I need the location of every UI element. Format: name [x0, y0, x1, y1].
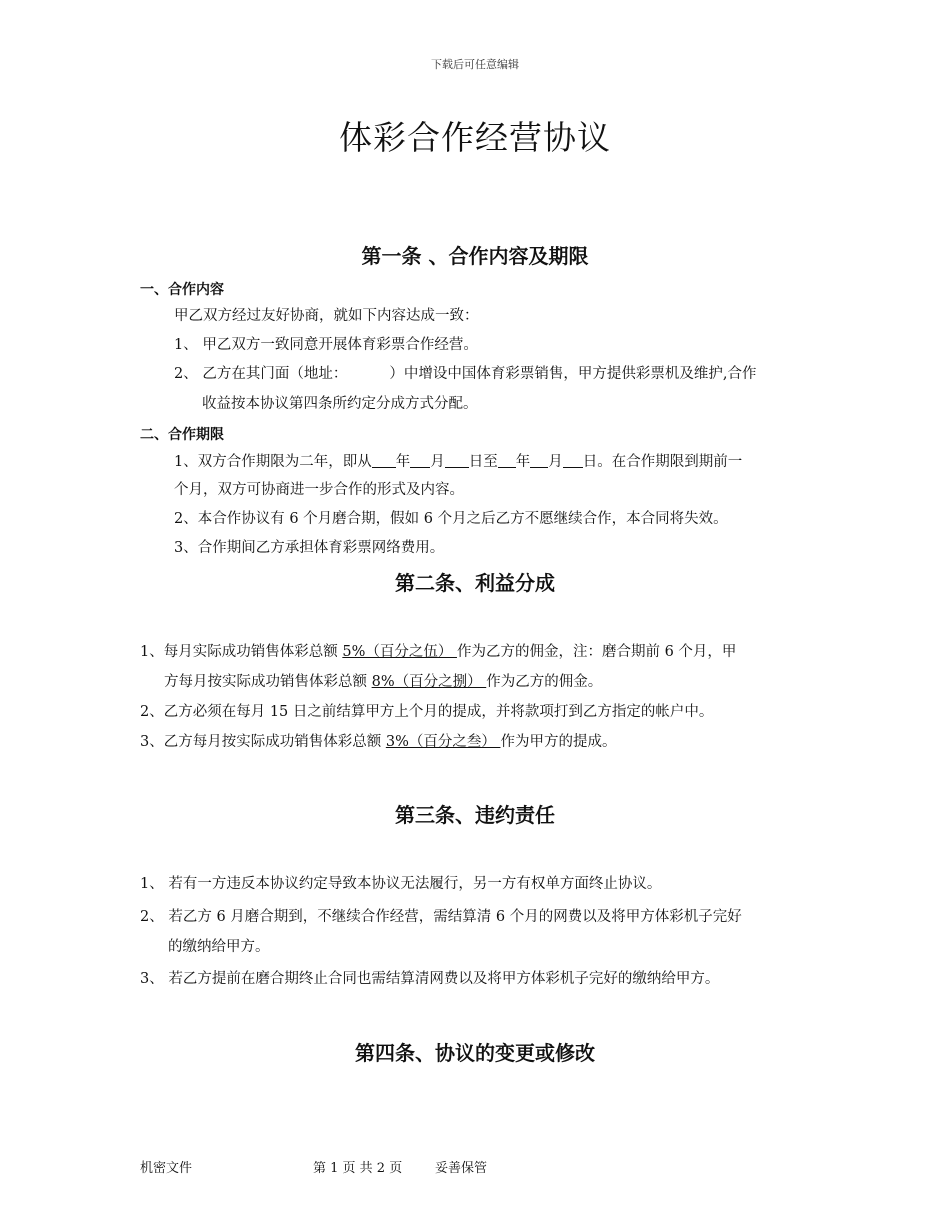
profit-item-1-text-c: 方每月按实际成功销售体彩总额: [164, 674, 372, 690]
commission-rate-3: 3%（百分之叁）: [385, 734, 501, 750]
footer-page-number: 第 1 页 共 2 页: [313, 1161, 403, 1176]
term-item-1-text: 1、双方合作期限为二年，即从: [174, 454, 372, 470]
commission-rate-8: 8%（百分之捌）: [371, 674, 487, 690]
blank-day-start[interactable]: [445, 453, 469, 468]
label-month: 月: [430, 454, 445, 470]
term-item-2: 2、本合作协议有 6 个月磨合期，假如 6 个月之后乙方不愿继续合作，本合同将失效。: [174, 511, 728, 527]
label-year-end: 年: [515, 454, 531, 470]
profit-item-1: [140, 642, 736, 662]
term-item-1-tail: 日。在合作期限到期前一: [582, 454, 743, 470]
content-item-2-continued: 收益按本协议第四条所约定分成方式分配。: [202, 396, 478, 412]
content-item-2: [174, 364, 756, 384]
profit-item-1-text-a: 1、每月实际成功销售体彩总额: [140, 644, 343, 660]
article-1-title: 第一条 、合作内容及期限: [361, 244, 589, 268]
document-title: 体彩合作经营协议: [339, 118, 611, 157]
article-3-title: 第三条、违约责任: [395, 803, 555, 827]
section-cooperation-term-title: 二、合作期限: [140, 427, 224, 443]
blank-month-end[interactable]: [530, 453, 548, 468]
content-item-2-part-a: 2、 乙方在其门面（地址：: [174, 366, 348, 382]
content-item-1: 1、 甲乙双方一致同意开展体育彩票合作经营。: [174, 337, 478, 353]
liability-item-2-continued: 的缴纳给甲方。: [168, 939, 270, 955]
blank-month-start[interactable]: [410, 453, 430, 468]
label-year: 年: [395, 454, 411, 470]
header-note: 下载后可任意编辑: [431, 58, 519, 71]
liability-item-2: 2、 若乙方 6 月磨合期到，不继续合作经营，需结算清 6 个月的网费以及将甲方体彩机子完好: [140, 909, 742, 925]
commission-rate-5: 5%（百分之伍）: [342, 644, 457, 660]
liability-item-1: 1、 若有一方违反本协议约定导致本协议无法履行，另一方有权单方面终止协议。: [140, 876, 662, 892]
blank-day-end[interactable]: [563, 453, 583, 468]
profit-item-1-continued: [164, 672, 602, 692]
article-4-title: 第四条、协议的变更或修改: [355, 1041, 595, 1065]
section-cooperation-content-title: 一、合作内容: [140, 282, 224, 298]
profit-item-3-text-b: 作为甲方的提成。: [500, 734, 617, 750]
term-item-3: 3、合作期间乙方承担体育彩票网络费用。: [174, 540, 445, 556]
article-2-title: 第二条、利益分成: [395, 571, 555, 595]
blank-year-end[interactable]: [498, 453, 516, 468]
footer-confidential: 机密文件: [140, 1161, 193, 1176]
profit-item-3-text-a: 3、乙方每月按实际成功销售体彩总额: [140, 734, 386, 750]
label-month-end: 月: [548, 454, 563, 470]
label-day-to: 日至: [468, 454, 498, 470]
blank-year-start[interactable]: [372, 453, 396, 468]
liability-item-3: 3、 若乙方提前在磨合期终止合同也需结算清网费以及将甲方体彩机子完好的缴纳给甲方。: [140, 971, 720, 987]
profit-item-1-text-b: 作为乙方的佣金，注：磨合期前 6 个月，甲: [456, 644, 737, 660]
profit-item-3: [140, 732, 616, 752]
profit-item-2: 2、乙方必须在每月 15 日之前结算甲方上个月的提成，并将款项打到乙方指定的帐户中。: [140, 704, 714, 720]
content-item-2-part-b: ）中增设中国体育彩票销售，甲方提供彩票机及维护,合作: [389, 366, 757, 382]
profit-item-1-text-d: 作为乙方的佣金。: [486, 674, 603, 690]
term-item-1-continued: 个月，双方可协商进一步合作的形式及内容。: [174, 482, 464, 498]
intro-paragraph: 甲乙双方经过友好协商，就如下内容达成一致：: [174, 308, 479, 324]
term-item-1: [174, 452, 742, 472]
footer-keep-safe: 妥善保管: [435, 1161, 488, 1176]
